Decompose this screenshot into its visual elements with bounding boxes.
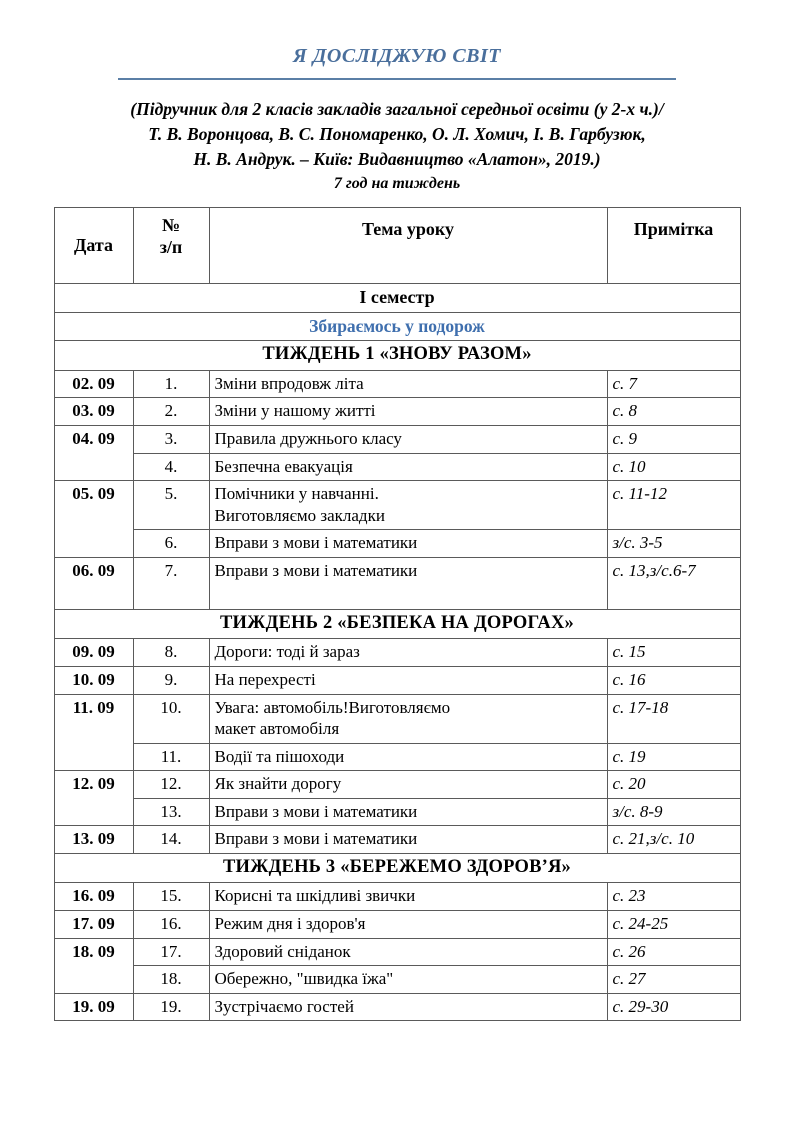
cell-theme-line2: Виготовляємо закладки (214, 505, 385, 525)
table-row (54, 883, 740, 911)
cell-date: 16. 09 (54, 883, 133, 911)
cell-date: 11. 09 (54, 694, 133, 771)
cell-note: с. 9 (607, 425, 740, 453)
lesson-plan-table (54, 207, 741, 1021)
table-row (54, 966, 740, 994)
column-header-number-line2: з/п (159, 236, 183, 257)
column-header-date: Дата (54, 208, 133, 284)
table-row (54, 453, 740, 481)
cell-number: 17. (133, 938, 209, 966)
cell-number: 1. (133, 370, 209, 398)
table-row (54, 639, 740, 667)
cell-date: 10. 09 (54, 666, 133, 694)
cell-number: 8. (133, 639, 209, 667)
cell-number: 2. (133, 398, 209, 426)
table-header-row (54, 208, 740, 284)
cell-number: 13. (133, 798, 209, 826)
table-row (54, 798, 740, 826)
cell-date: 06. 09 (54, 557, 133, 609)
cell-number: 18. (133, 966, 209, 994)
cell-theme: Дороги: тоді й зараз (209, 639, 607, 667)
week-banner-1: ТИЖДЕНЬ 1 «ЗНОВУ РАЗОМ» (54, 341, 740, 370)
citation-line-3: Н. В. Андрук. – Київ: Видавництво «Алатон», 2019.) (193, 148, 601, 169)
semester-banner: І семестр (54, 284, 740, 313)
banner-row-week-3 (54, 853, 740, 882)
cell-number: 6. (133, 530, 209, 558)
cell-number: 16. (133, 911, 209, 939)
cell-number: 11. (133, 743, 209, 771)
lesson-plan-table-wrapper (0, 195, 794, 1021)
banner-row-week-1 (54, 341, 740, 370)
cell-number: 10. (133, 694, 209, 743)
cell-theme: Безпечна евакуація (209, 453, 607, 481)
cell-theme: Зустрічаємо гостей (209, 993, 607, 1021)
cell-theme: Обережно, "швидка їжа" (209, 966, 607, 994)
column-header-theme: Тема уроку (209, 208, 607, 284)
column-header-number-line1: № (161, 215, 181, 236)
table-row (54, 666, 740, 694)
cell-theme: Вправи з мови і математики (209, 530, 607, 558)
cell-number: 7. (133, 557, 209, 609)
cell-theme: Зміни у нашому житті (209, 398, 607, 426)
cell-number: 3. (133, 425, 209, 453)
cell-note: с. 29-30 (607, 993, 740, 1021)
cell-theme: Правила дружнього класу (209, 425, 607, 453)
textbook-citation (0, 80, 794, 195)
table-row (54, 771, 740, 799)
cell-date: 13. 09 (54, 826, 133, 854)
cell-number: 14. (133, 826, 209, 854)
cell-date: 12. 09 (54, 771, 133, 826)
table-row (54, 993, 740, 1021)
table-row (54, 557, 740, 609)
cell-note: с. 20 (607, 771, 740, 799)
hours-per-week: 7 год на тиждень (333, 174, 461, 192)
page-title: Я ДОСЛІДЖУЮ СВІТ (292, 45, 502, 67)
table-row (54, 370, 740, 398)
cell-note: з/с. 3-5 (607, 530, 740, 558)
cell-date: 02. 09 (54, 370, 133, 398)
cell-date: 17. 09 (54, 911, 133, 939)
column-header-number (133, 208, 209, 284)
cell-theme: Водії та пішоходи (209, 743, 607, 771)
cell-number: 12. (133, 771, 209, 799)
cell-theme-line2: макет автомобіля (214, 719, 340, 739)
cell-note: с. 15 (607, 639, 740, 667)
unit-banner: Збираємось у подорож (54, 313, 740, 341)
cell-date: 09. 09 (54, 639, 133, 667)
cell-date: 19. 09 (54, 993, 133, 1021)
cell-number: 9. (133, 666, 209, 694)
citation-line-1: (Підручник для 2 класів закладів загальної середньої освіти (у 2-х ч.)/ (130, 99, 664, 119)
cell-theme: Режим дня і здоров'я (209, 911, 607, 939)
cell-note: с. 17-18 (607, 694, 740, 743)
banner-row-unit (54, 313, 740, 341)
table-row (54, 826, 740, 854)
cell-number: 19. (133, 993, 209, 1021)
cell-theme (209, 481, 607, 530)
cell-theme (209, 694, 607, 743)
table-row (54, 398, 740, 426)
cell-theme: На перехресті (209, 666, 607, 694)
cell-theme: Вправи з мови і математики (209, 557, 607, 609)
cell-date: 05. 09 (54, 481, 133, 558)
table-row (54, 694, 740, 743)
table-row (54, 743, 740, 771)
cell-note: с. 16 (607, 666, 740, 694)
cell-note: с. 13,з/с.6-7 (607, 557, 740, 609)
cell-date: 03. 09 (54, 398, 133, 426)
table-row (54, 938, 740, 966)
cell-number: 4. (133, 453, 209, 481)
banner-row-week-2 (54, 609, 740, 638)
cell-note: с. 27 (607, 966, 740, 994)
cell-theme: Здоровий сніданок (209, 938, 607, 966)
cell-theme: Корисні та шкідливі звички (209, 883, 607, 911)
table-row (54, 425, 740, 453)
cell-theme: Як знайти дорогу (209, 771, 607, 799)
cell-note: с. 11-12 (607, 481, 740, 530)
column-header-note: Примітка (607, 208, 740, 284)
cell-note: с. 8 (607, 398, 740, 426)
cell-note: с. 7 (607, 370, 740, 398)
cell-date: 04. 09 (54, 425, 133, 480)
cell-note: с. 26 (607, 938, 740, 966)
cell-theme-line1: Помічники у навчанні. (214, 484, 379, 504)
cell-note: з/с. 8-9 (607, 798, 740, 826)
table-row (54, 530, 740, 558)
cell-note: с. 21,з/с. 10 (607, 826, 740, 854)
citation-line-2: Т. В. Воронцова, В. С. Пономаренко, О. Л. Хомич, І. В. Гарбузюк, (148, 123, 646, 144)
cell-note: с. 19 (607, 743, 740, 771)
banner-row-semester (54, 284, 740, 313)
cell-theme: Зміни впродовж літа (209, 370, 607, 398)
cell-note: с. 23 (607, 883, 740, 911)
cell-number: 5. (133, 481, 209, 530)
cell-theme-line1: Увага: автомобіль!Виготовляємо (214, 697, 451, 717)
cell-number: 15. (133, 883, 209, 911)
table-row (54, 481, 740, 530)
cell-theme: Вправи з мови і математики (209, 798, 607, 826)
cell-theme: Вправи з мови і математики (209, 826, 607, 854)
cell-note: с. 24-25 (607, 911, 740, 939)
table-row (54, 911, 740, 939)
cell-date: 18. 09 (54, 938, 133, 993)
week-banner-3: ТИЖДЕНЬ 3 «БЕРЕЖЕМО ЗДОРОВ’Я» (54, 853, 740, 882)
cell-note: с. 10 (607, 453, 740, 481)
week-banner-2: ТИЖДЕНЬ 2 «БЕЗПЕКА НА ДОРОГАХ» (54, 609, 740, 638)
